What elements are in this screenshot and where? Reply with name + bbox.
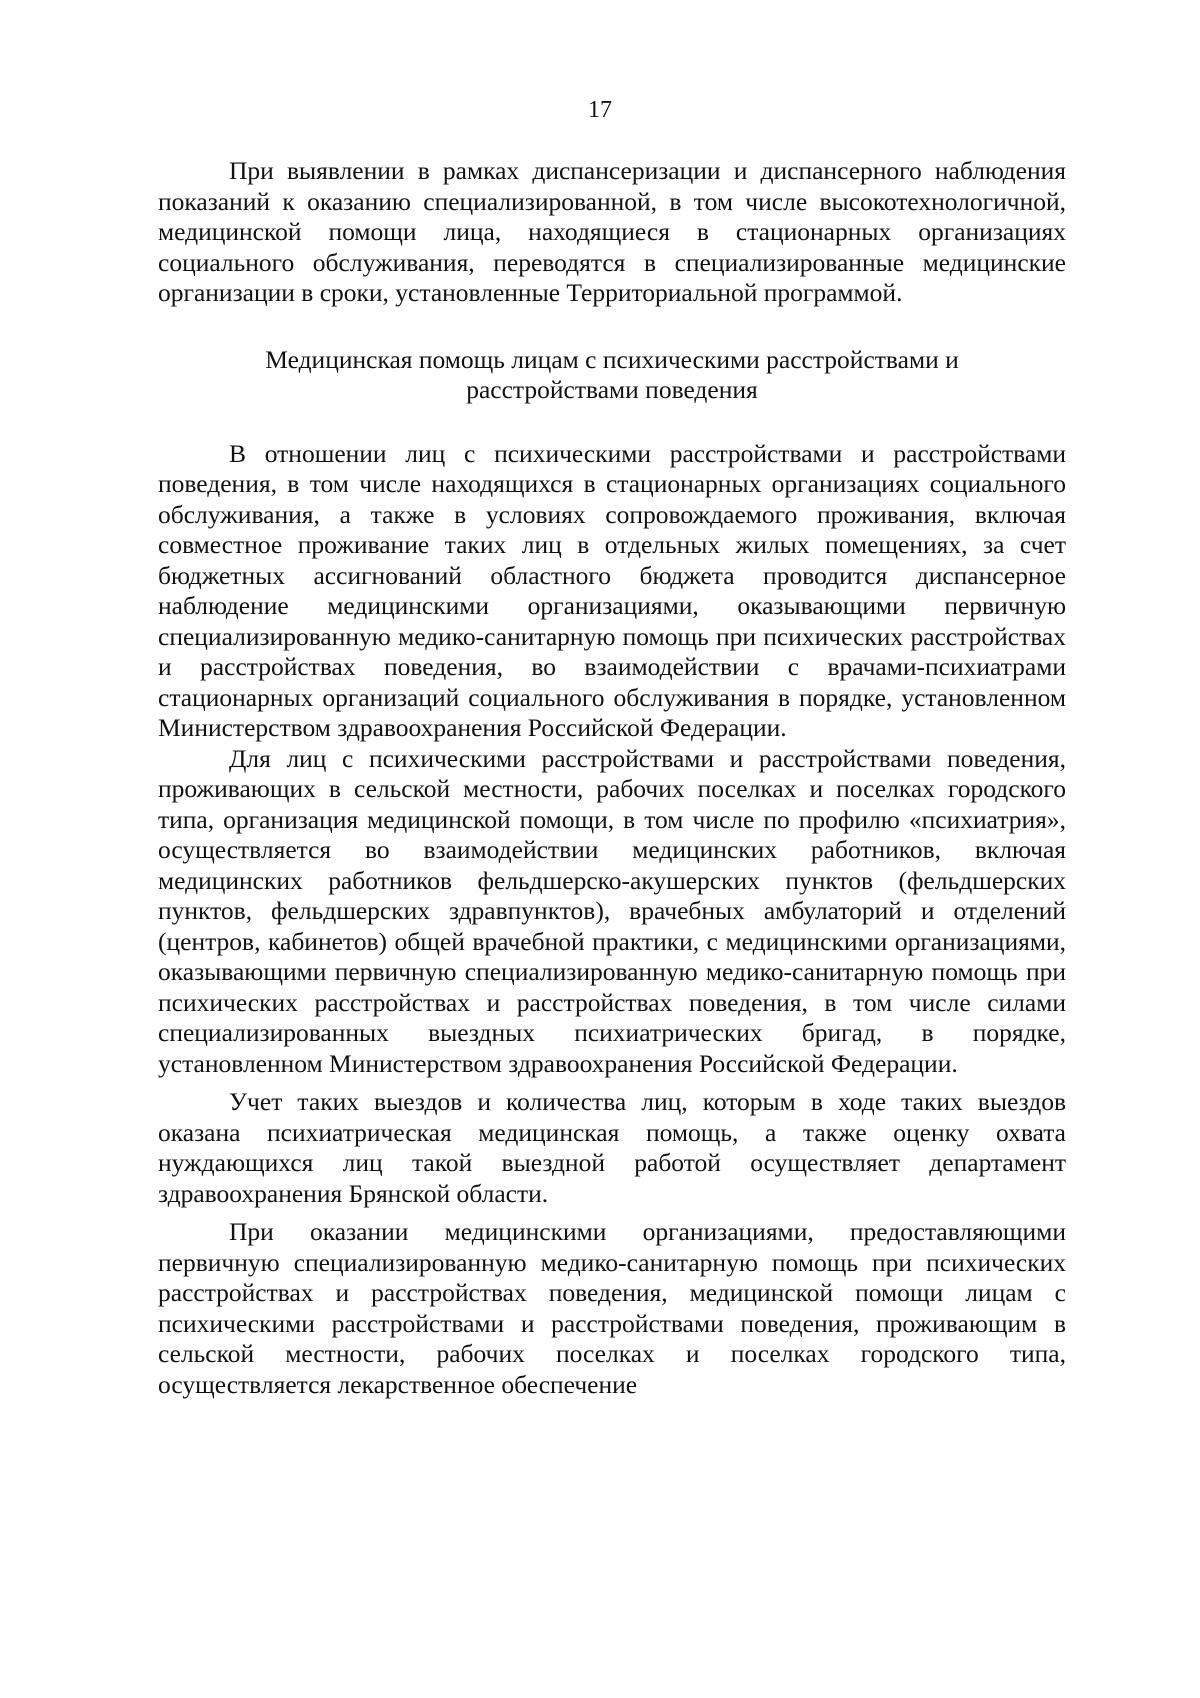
paragraph-drug-provision: При оказании медицинскими организациями, предоставляющими первичную специализированную медико-санитарную помощь при психических расстройствах и расстройствах поведения, медицинской помощи лицам с психическими расстройствами и расстройствами поведения, проживающим в сельской местности, рабочих поселках и поселках городского типа, осуществляется лекарственное обеспечение [158,1217,1066,1399]
section-heading-line-1: Медицинская помощь лицам с психическими расстройствами и [265,344,959,374]
page-number: 17 [588,97,612,123]
paragraph-visits-accounting: Учет таких выездов и количества лиц, которым в ходе таких выездов оказана психиатрическая медицинская помощь, а также оценку охвата нуждающихся лиц такой выездной работой осуществляет департамент здравоохранения Брянской области. [158,1087,1066,1208]
document-body [158,156,1066,1400]
paragraph-transfer-to-specialized-care: При выявлении в рамках диспансеризации и диспансерного наблюдения показаний к оказанию специализированной, в том числе высокотехнологичной, медицинской помощи лица, находящиеся в стационарных организациях социального обслуживания, переводятся в специализированные медицинские организации в сроки, установленные Территориальной программой. [158,156,1066,307]
paragraph-dispensary-observation: В отношении лиц с психическими расстройствами и расстройствами поведения, в том числе находящихся в стационарных организациях социального обслуживания, а также в условиях сопровождаемого проживания, включая совместное проживание таких лиц в отдельных жилых помещениях, за счет бюджетных ассигнований областного бюджета проводится диспансерное наблюдение медицинскими организациями, оказывающими первичную специализированную медико-санитарную помощь при психических расстройствах и расстройствах поведения, во взаимодействии с врачами-психиатрами стационарных организаций социального обслуживания в порядке, установленном Министерством здравоохранения Российской Федерации. [158,438,1066,742]
paragraph-rural-care-organization: Для лиц с психическими расстройствами и расстройствами поведения, проживающих в сельской местности, рабочих поселках и поселках городского типа, организация медицинской помощи, в том числе по профилю «психиатрия», осуществляется во взаимодействии медицинских работников, включая медицинских работников фельдшерско-акушерских пунктов (фельдшерских пунктов, фельдшерских здравпунктов), врачебных амбулаторий и отделений (центров, кабинетов) общей врачебной практики, с медицинскими организациями, оказывающими первичную специализированную медико-санитарную помощь при психических расстройствах и расстройствах поведения, в том числе силами специализированных выездных психиатрических бригад, в порядке, установленном Министерством здравоохранения Российской Федерации. [158,743,1066,1078]
section-heading-line-2: расстройствами поведения [466,375,758,404]
section-heading [158,345,1066,406]
